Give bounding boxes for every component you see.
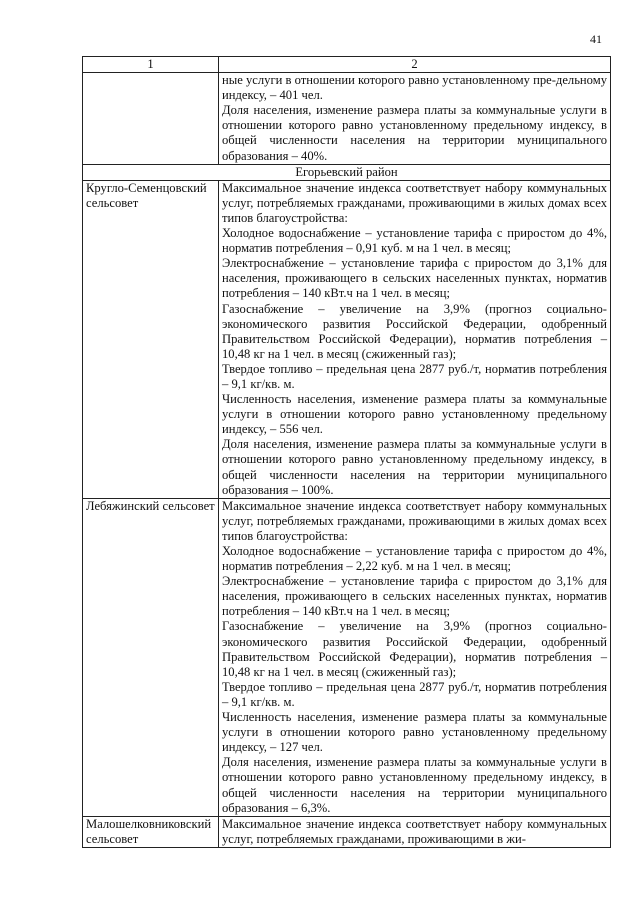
paragraph: Численность населения, изменение размера платы за коммунальные услуги в отношении которого равно установленному предельному индексу, – 127 чел. bbox=[222, 710, 607, 755]
paragraph: Газоснабжение – увеличение на 3,9% (прогноз социально-экономического развития Российской Федерации, одобренный Правительством Российской Федерации), норматив потребления – 10,48 кг на 1 чел. в месяц (сжиженный газ); bbox=[222, 301, 607, 361]
municipality-text bbox=[219, 180, 611, 498]
paragraph: Максимальное значение индекса соответствует набору коммунальных услуг, потребляемых гражданами, проживающими в жилых домах всех типов благоустройства: bbox=[222, 180, 607, 225]
paragraph: Максимальное значение индекса соответствует набору коммунальных услуг, потребляемых гражданами, проживающими в жилых домах всех типов благоустройства: bbox=[222, 498, 607, 543]
municipality-name: Лебяжинский сельсовет bbox=[83, 498, 219, 816]
page-number: 41 bbox=[590, 32, 602, 46]
table-row bbox=[83, 498, 611, 816]
paragraph: Холодное водоснабжение – установление тарифа с приростом до 4%, норматив потребления – 0,91 куб. м на 1 чел. в месяц; bbox=[222, 226, 607, 256]
paragraph: Доля населения, изменение размера платы за коммунальные услуги в отношении которого равно установленному предельному индексу, в общей численности населения на территории муниципального образования – 6,3%. bbox=[222, 755, 607, 815]
district-row bbox=[83, 164, 611, 180]
paragraph: Численность населения, изменение размера платы за коммунальные услуги в отношении которого равно установленному предельному индексу, – 556 чел. bbox=[222, 392, 607, 437]
table-row bbox=[83, 180, 611, 498]
paragraph: Электроснабжение – установление тарифа с приростом до 3,1% для населения, проживающего в сельских населенных пунктах, норматив потребления – 140 кВт.ч на 1 чел. в месяц; bbox=[222, 256, 607, 301]
municipality-text bbox=[219, 816, 611, 847]
continuation-text-cell bbox=[219, 73, 611, 165]
district-heading: Егорьевский район bbox=[83, 164, 611, 180]
municipal-index-table bbox=[82, 56, 611, 848]
paragraph: Твердое топливо – предельная цена 2877 руб./т, норматив потребления – 9,1 кг/кв. м. bbox=[222, 361, 607, 391]
municipality-name: Малошелковниковский сельсовет bbox=[83, 816, 219, 847]
paragraph: Твердое топливо – предельная цена 2877 руб./т, норматив потребления – 9,1 кг/кв. м. bbox=[222, 679, 607, 709]
municipality-name: Кругло-Семенцовский сельсовет bbox=[83, 180, 219, 498]
paragraph: Максимальное значение индекса соответствует набору коммунальных услуг, потребляемых гражданами, проживающими в жи- bbox=[222, 816, 607, 846]
paragraph: Электроснабжение – установление тарифа с приростом до 3,1% для населения, проживающего в сельских населенных пунктах, норматив потребления – 140 кВт.ч на 1 чел. в месяц; bbox=[222, 574, 607, 619]
continuation-row bbox=[83, 73, 611, 165]
continuation-name-cell bbox=[83, 73, 219, 165]
paragraph: ные услуги в отношении которого равно установленному пре-дельному индексу, – 401 чел. bbox=[222, 73, 607, 103]
municipality-text bbox=[219, 498, 611, 816]
paragraph: Доля населения, изменение размера платы за коммунальные услуги в отношении которого равно установленному предельному индексу, в общей численности населения на территории муниципального образования – 100%. bbox=[222, 437, 607, 497]
paragraph: Холодное водоснабжение – установление тарифа с приростом до 4%, норматив потребления – 2,22 куб. м на 1 чел. в месяц; bbox=[222, 544, 607, 574]
table-row bbox=[83, 816, 611, 847]
column-header-1: 1 bbox=[83, 57, 219, 73]
paragraph: Доля населения, изменение размера платы за коммунальные услуги в отношении которого равно установленному предельному индексу, в общей численности населения на территории муниципального образования – 40%. bbox=[222, 103, 607, 163]
table-header-row bbox=[83, 57, 611, 73]
column-header-2: 2 bbox=[219, 57, 611, 73]
paragraph: Газоснабжение – увеличение на 3,9% (прогноз социально-экономического развития Российской Федерации, одобренный Правительством Российской Федерации), норматив потребления – 10,48 кг на 1 чел. в месяц (сжиженный газ); bbox=[222, 619, 607, 679]
